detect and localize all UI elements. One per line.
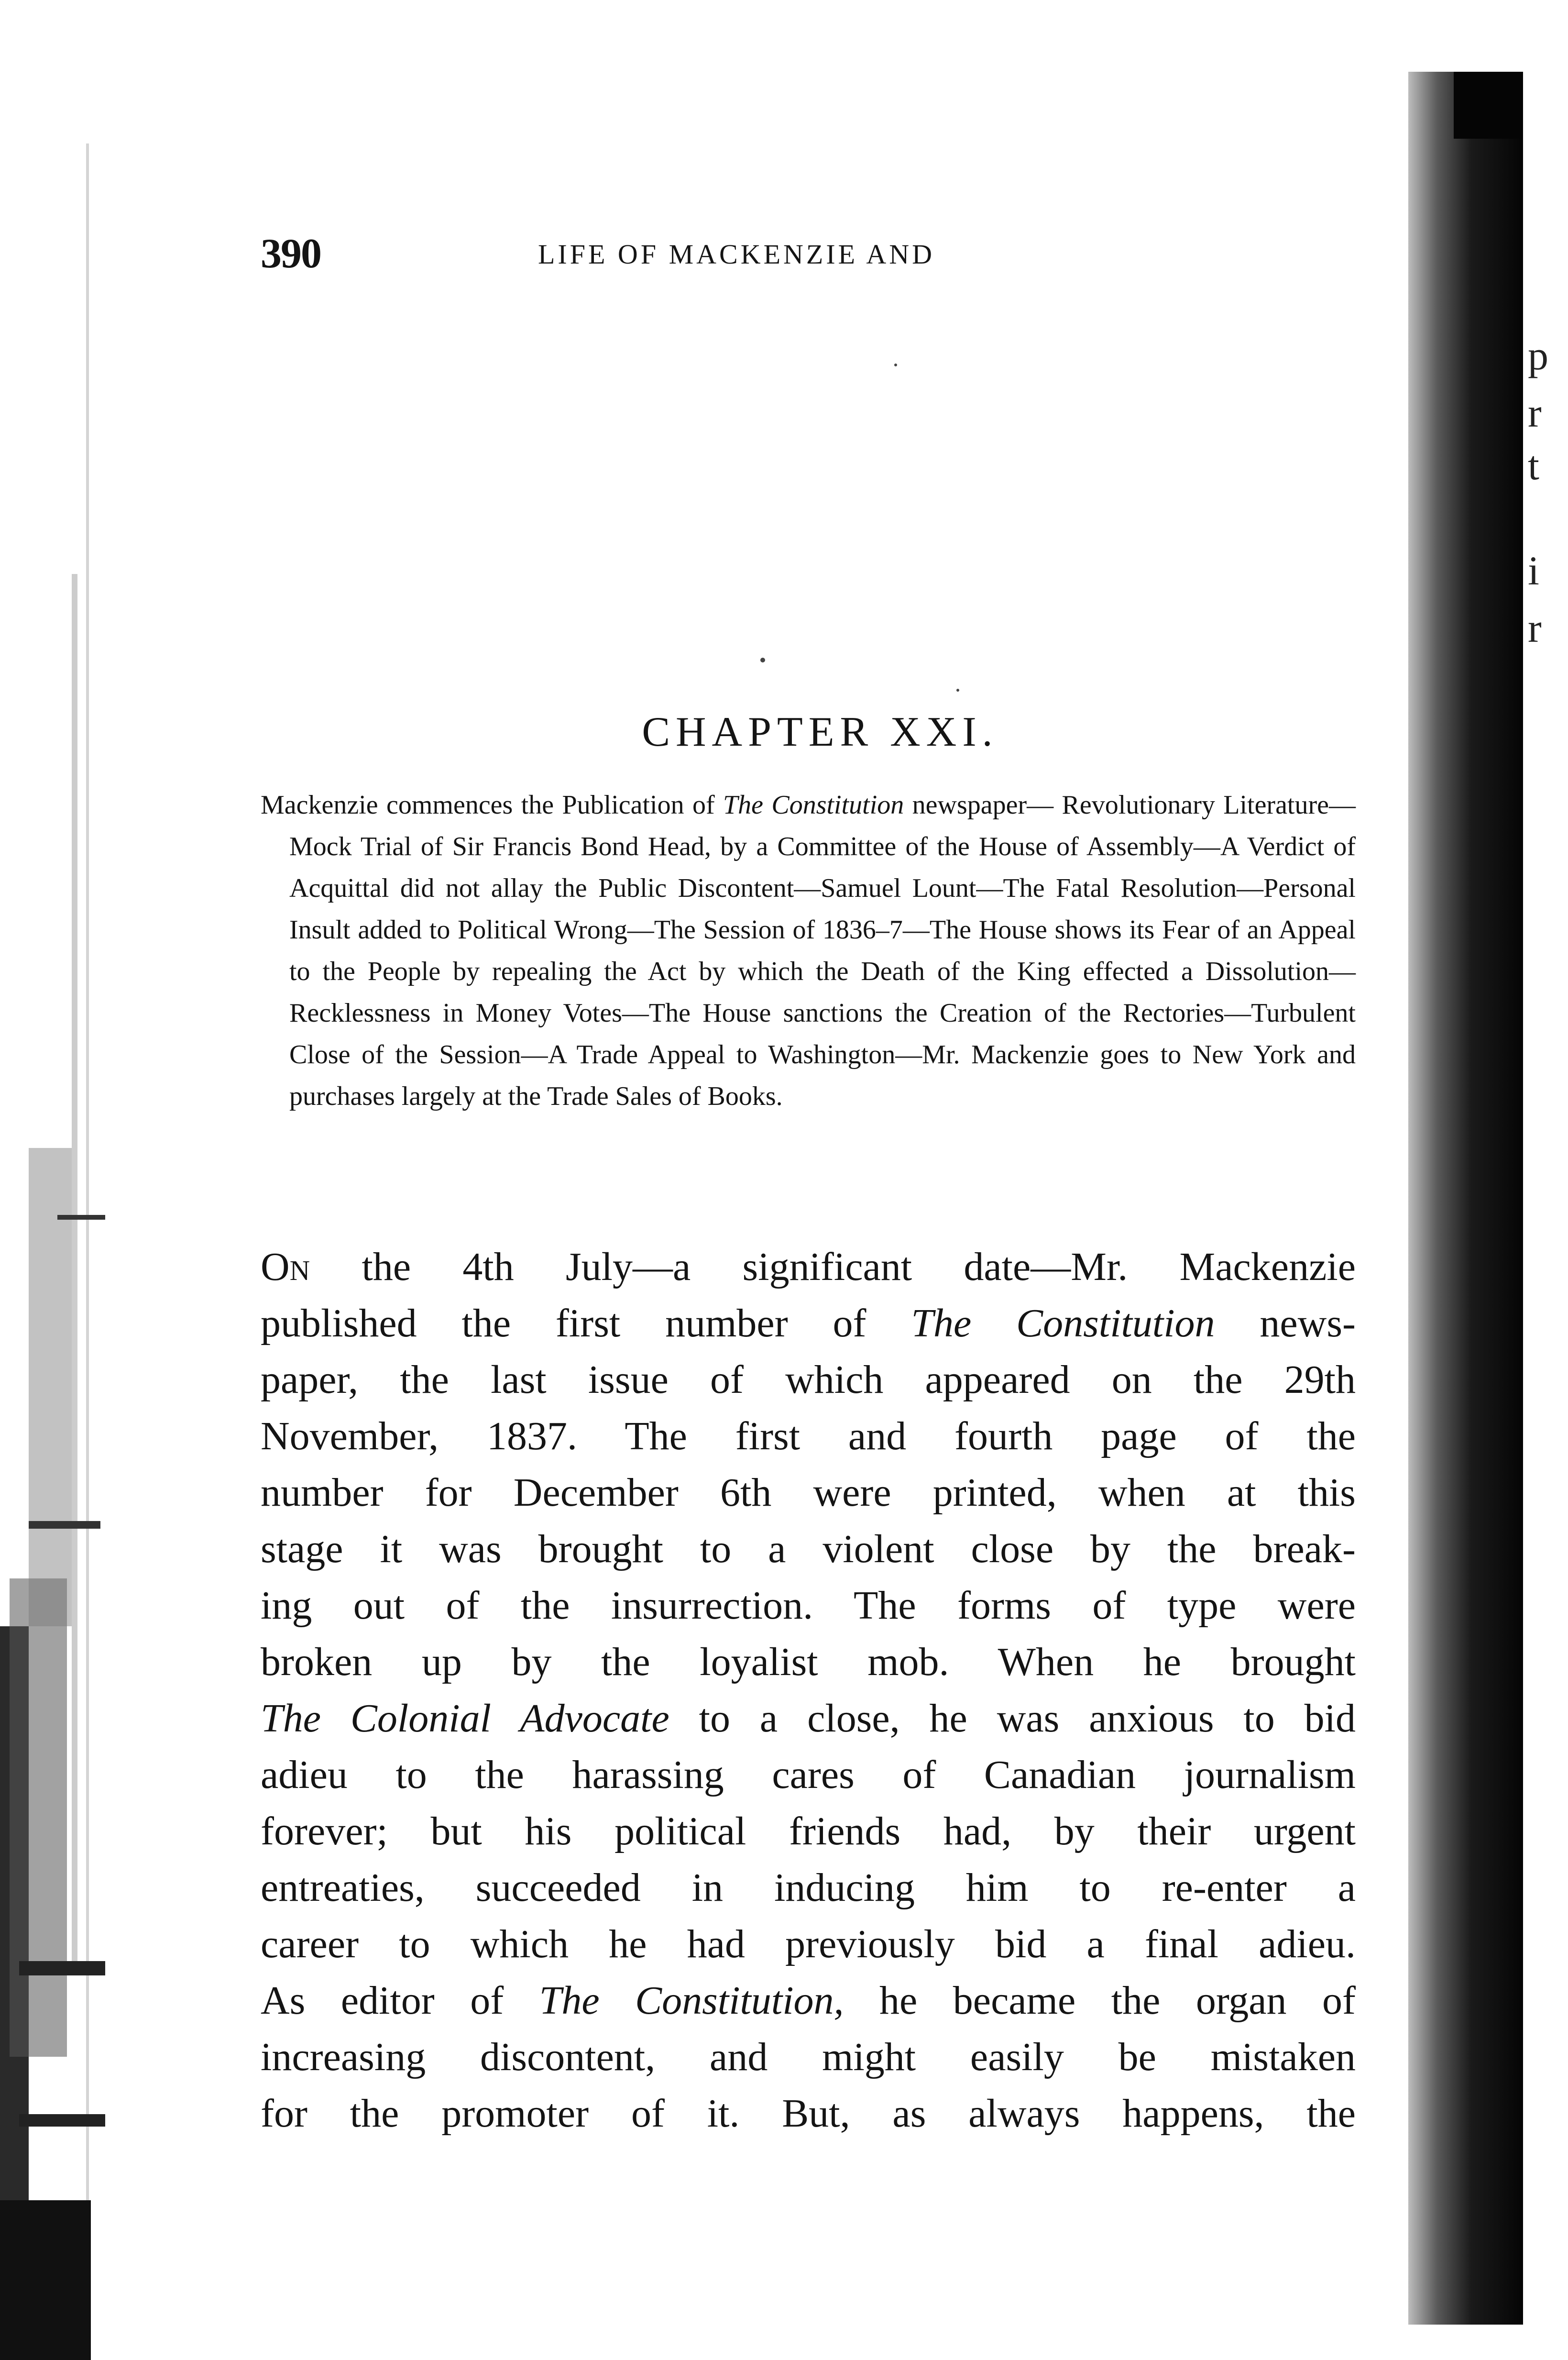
body-line: ing out of the insurrection. The forms of type were <box>261 1583 1356 1628</box>
chapter-summary-text: Mackenzie commences the Publication of The Constitution newspaper— Revolutionary Literature—Mock Trial of Sir Francis Bond Head, by a Committee of the House of Assembly—A Verdict of Acquittal did not allay the Public Discontent—Samuel Lount—The Fatal Resolution—Personal Insult added to Political Wrong—The Session of 1836–7—The House shows its Fear of an Appeal to the People by repealing the Act by which the Death of the King effected a Dissolution—Recklessness in Money Votes—The House sanctions the Creation of the Rectories—Turbulent Close of the Session—A Trade Appeal to Washington—Mr. Mackenzie goes to New York and purchases largely at the Trade Sales of Books. <box>261 790 1356 1111</box>
body-line: stage it was brought to a violent close by the break- <box>261 1527 1356 1571</box>
running-head <box>261 230 1384 287</box>
italic-title: The Constitution <box>723 790 904 820</box>
italic-title: The Colonial Advocate <box>261 1696 669 1741</box>
margin-bleed-letter: r <box>1528 605 1542 651</box>
body-text <box>261 1239 1356 2142</box>
binding-shadow <box>1408 72 1523 2325</box>
scanned-left-edge <box>0 0 110 2360</box>
body-line: paper, the last issue of which appeared on the 29th <box>261 1357 1356 1402</box>
running-title: LIFE OF MACKENZIE AND <box>538 239 935 270</box>
body-line: entreaties, succeeded in inducing him to re-enter a <box>261 1865 1356 1910</box>
scan-speck <box>760 658 765 662</box>
body-line: published the first number of The Constitution news- <box>261 1301 1356 1345</box>
body-line: career to which he had previously bid a final adieu. <box>261 1922 1356 1966</box>
drop-word: On <box>261 1245 310 1289</box>
margin-bleed-letter: r <box>1528 390 1542 436</box>
binding-shadow-top <box>1454 72 1523 139</box>
page-number: 390 <box>261 231 321 277</box>
scan-speck <box>894 364 897 366</box>
italic-title: The Constitution <box>911 1301 1215 1345</box>
margin-bleed-letter: t <box>1528 442 1539 488</box>
body-line: broken up by the loyalist mob. When he brought <box>261 1640 1356 1684</box>
body-line: forever; but his political friends had, by their urgent <box>261 1809 1356 1853</box>
margin-bleed-letter: i <box>1528 548 1539 594</box>
body-line: As editor of The Constitution, he became the organ of <box>261 1978 1356 2023</box>
body-line: On the 4th July—a significant date—Mr. Mackenzie <box>261 1245 1356 1289</box>
chapter-summary <box>261 784 1356 1117</box>
body-line: November, 1837. The first and fourth page of the <box>261 1414 1356 1458</box>
italic-title: The Constitution, <box>539 1978 844 2023</box>
margin-bleed-letter: p <box>1528 332 1548 378</box>
body-line: adieu to the harassing cares of Canadian journalism <box>261 1753 1356 1797</box>
body-line: increasing discontent, and might easily be mistaken <box>261 2035 1356 2079</box>
scan-speck <box>956 689 959 692</box>
body-line: The Colonial Advocate to a close, he was anxious to bid <box>261 1696 1356 1741</box>
body-line: number for December 6th were printed, when at this <box>261 1470 1356 1515</box>
chapter-heading: CHAPTER XXI. <box>642 709 998 755</box>
body-line: for the promoter of it. But, as always happens, the <box>261 2091 1356 2136</box>
